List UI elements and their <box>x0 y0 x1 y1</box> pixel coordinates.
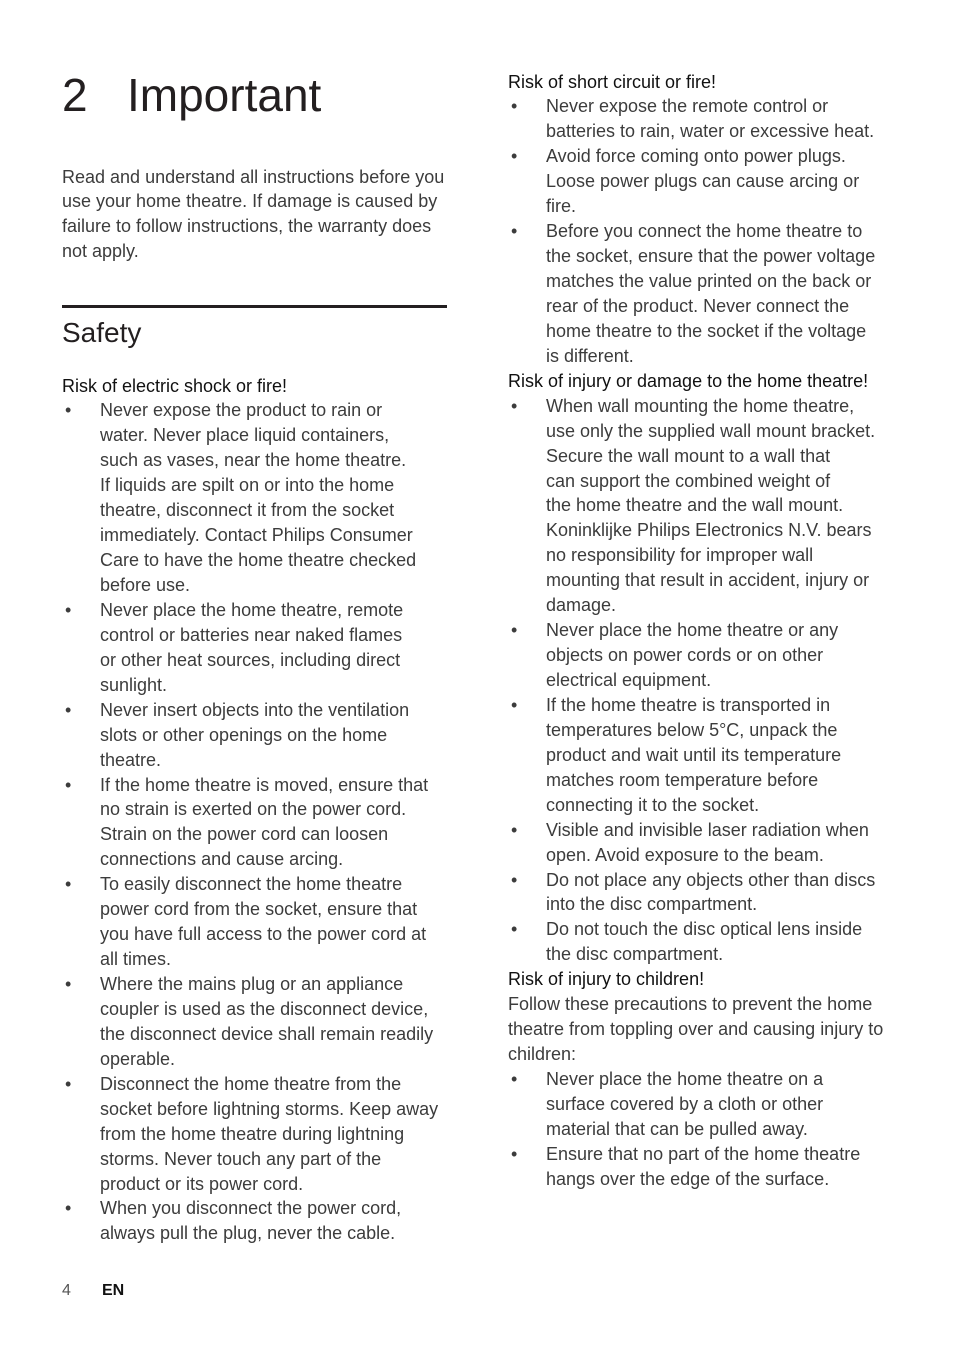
right-column <box>508 70 893 1192</box>
bullet-item <box>62 598 447 698</box>
bullet-icon <box>511 618 517 643</box>
section-divider <box>62 305 447 308</box>
bullet-item <box>62 872 447 972</box>
bullet-icon <box>511 868 517 893</box>
bullet-icon <box>511 144 517 169</box>
bullet-item <box>508 818 893 868</box>
bullet-item <box>62 1196 447 1246</box>
bullet-item <box>508 94 893 144</box>
bullet-icon <box>511 219 517 244</box>
risk-group <box>62 374 447 1247</box>
bullet-item <box>508 394 893 618</box>
bullet-item <box>508 868 893 918</box>
bullet-item <box>508 219 893 369</box>
bullet-icon <box>65 872 71 897</box>
bullet-icon <box>65 972 71 997</box>
bullet-item <box>62 972 447 1072</box>
risk-heading: Risk of injury to children! <box>508 969 705 990</box>
bullet-list <box>508 94 893 368</box>
bullet-text: Ensure that no part of the home theatre hangs over the edge of the surface. <box>546 1143 861 1189</box>
bullet-list <box>508 1067 893 1192</box>
risk-heading: Risk of injury or damage to the home theatre! <box>508 370 869 391</box>
bullet-text: Do not touch the disc optical lens inside the disc compartment. <box>546 919 863 965</box>
intro-paragraph: Read and understand all instructions before you use your home theatre. If damage is caused by failure to follow instructions, the warranty does not apply. <box>62 166 445 262</box>
bullet-text: Never expose the remote control or batteries to rain, water or excessive heat. <box>546 96 875 142</box>
bullet-icon <box>65 1072 71 1097</box>
chapter-title: Important <box>127 69 322 121</box>
risk-group <box>508 967 893 1191</box>
section-title: Safety <box>62 317 142 348</box>
risk-group <box>508 369 893 968</box>
risk-heading: Risk of short circuit or fire! <box>508 71 717 92</box>
bullet-list <box>508 394 893 968</box>
bullet-item <box>508 618 893 693</box>
risk-group <box>508 70 893 369</box>
bullet-icon <box>511 917 517 942</box>
bullet-text: When you disconnect the power cord, always pull the plug, never the cable. <box>100 1198 402 1244</box>
bullet-text: Visible and invisible laser radiation when open. Avoid exposure to the beam. <box>546 819 869 865</box>
bullet-item <box>508 144 893 219</box>
bullet-item <box>508 1142 893 1192</box>
bullet-text: Never place the home theatre on a surface covered by a cloth or other material that can be pulled away. <box>546 1069 824 1139</box>
bullet-icon <box>65 698 71 723</box>
bullet-icon <box>511 1067 517 1092</box>
bullet-icon <box>65 598 71 623</box>
bullet-text: To easily disconnect the home theatre power cord from the socket, ensure that you have full access to the power cord at all times. <box>100 874 427 970</box>
bullet-icon <box>511 1142 517 1167</box>
bullet-item <box>62 1072 447 1197</box>
bullet-item <box>508 917 893 967</box>
bullet-item <box>508 693 893 818</box>
bullet-text: If the home theatre is transported in temperatures below 5°C, unpack the product and wait until its temperature matches room temperature before connecting it to the socket. <box>546 694 842 815</box>
bullet-item <box>508 1067 893 1142</box>
bullet-text: Never expose the product to rain or water. Never place liquid containers, such as vases, near the home theatre. If liquids are spilt on or into the home theatre, disconnect it from the socket immediately. Contact Philips Consumer Care to have the home theatre checked before use. <box>100 400 417 595</box>
bullet-text: If the home theatre is moved, ensure that no strain is exerted on the power cord. Strain on the power cord can loosen connections and cause arcing. <box>100 774 429 870</box>
bullet-text: When wall mounting the home theatre, use only the supplied wall mount bracket. Secure the wall mount to a wall that can support the combined weight of the home theatre and the wall mount. Koninklijke Philips Electronics N.V. bears no responsibility for improper wall mounting that result in accident, injury or damage. <box>546 395 876 616</box>
language-code: EN <box>102 1282 125 1299</box>
bullet-text: Where the mains plug or an appliance coupler is used as the disconnect device, the disconnect device shall remain readily operable. <box>100 974 434 1069</box>
bullet-icon <box>511 94 517 119</box>
bullet-text: Never place the home theatre or any objects on power cords or on other electrical equipment. <box>546 620 839 690</box>
chapter-heading <box>62 70 447 120</box>
risk-paragraph: Follow these precautions to prevent the home theatre from toppling over and causing injury to children: <box>508 994 884 1065</box>
bullet-icon <box>511 394 517 419</box>
bullet-item <box>62 698 447 773</box>
bullet-icon <box>511 693 517 718</box>
bullet-item <box>62 773 447 873</box>
page-footer <box>62 1281 182 1301</box>
bullet-text: Never place the home theatre, remote control or batteries near naked flames or other heat sources, including direct sunlight. <box>100 599 404 695</box>
bullet-icon <box>65 1196 71 1221</box>
bullet-icon <box>65 398 71 423</box>
bullet-icon <box>65 773 71 798</box>
bullet-item <box>62 398 447 598</box>
bullet-text: Avoid force coming onto power plugs. Loose power plugs can cause arcing or fire. <box>546 146 860 217</box>
left-column <box>62 374 447 1247</box>
bullet-text: Never insert objects into the ventilation slots or other openings on the home theatre. <box>100 699 410 770</box>
page-number: 4 <box>62 1282 71 1299</box>
bullet-text: Before you connect the home theatre to the socket, ensure that the power voltage matches the value printed on the back or rear of the product. Never connect the home theatre to the socket if the voltage is different. <box>546 221 876 366</box>
bullet-text: Disconnect the home theatre from the socket before lightning storms. Keep away from the home theatre during lightning storms. Never touch any part of the product or its power cord. <box>100 1073 439 1194</box>
chapter-number: 2 <box>62 69 88 121</box>
bullet-list <box>62 398 447 1246</box>
bullet-text: Do not place any objects other than discs into the disc compartment. <box>546 869 876 915</box>
risk-heading: Risk of electric shock or fire! <box>62 375 288 396</box>
bullet-icon <box>511 818 517 843</box>
